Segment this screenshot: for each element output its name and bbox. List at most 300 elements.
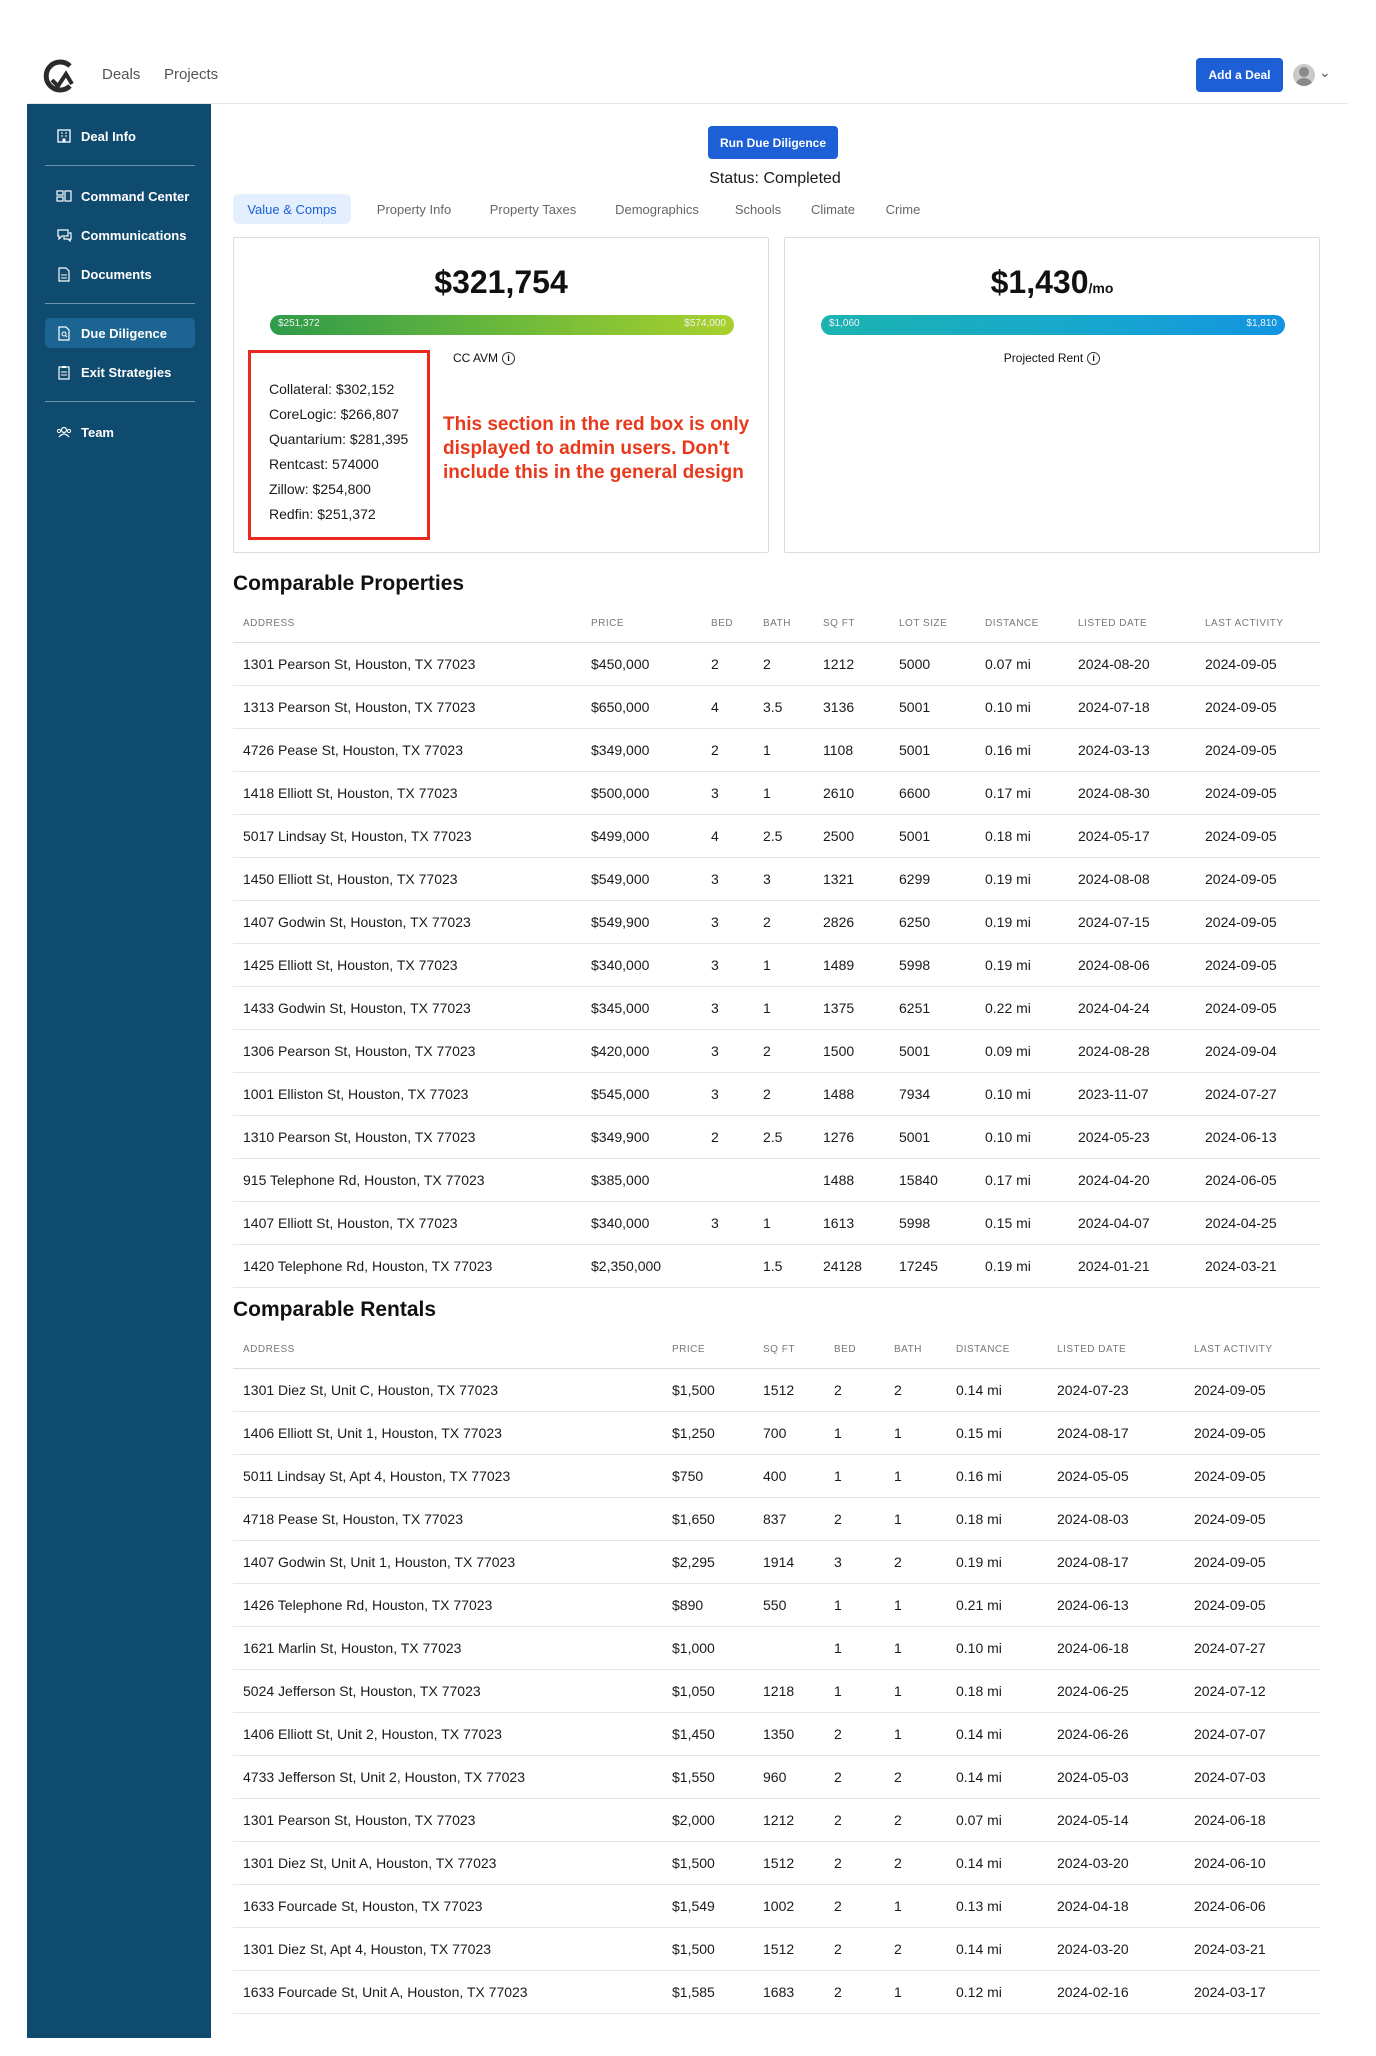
status-text: Status: Completed: [709, 170, 841, 187]
table-cell: 2024-03-21: [1194, 1941, 1266, 1957]
sidebar-item-command-center[interactable]: [45, 181, 195, 211]
table-cell: 1212: [823, 656, 855, 672]
table-cell: 2024-09-05: [1205, 828, 1277, 844]
table-cell: 3: [711, 1043, 719, 1059]
table-cell: 2024-08-03: [1057, 1511, 1129, 1527]
table-cell: 4733 Jefferson St, Unit 2, Houston, TX 77023: [243, 1769, 525, 1785]
sidebar-item-due-diligence[interactable]: [45, 318, 195, 348]
sidebar-divider: [45, 165, 195, 166]
table-cell: 5001: [899, 1129, 931, 1145]
table-cell: 0.07 mi: [956, 1812, 1002, 1828]
table-cell: 2024-09-05: [1205, 656, 1277, 672]
table-cell: 1218: [763, 1683, 795, 1699]
table-cell: 1406 Elliott St, Unit 1, Houston, TX 77023: [243, 1425, 502, 1441]
table-cell: 3: [711, 1215, 719, 1231]
info-icon[interactable]: i: [502, 352, 515, 365]
table-cell: 1407 Elliott St, Houston, TX 77023: [243, 1215, 458, 1231]
table-cell: 2.5: [763, 1129, 783, 1145]
table-cell: $420,000: [591, 1043, 650, 1059]
table-cell: $340,000: [591, 1215, 650, 1231]
table-cell: 2: [763, 914, 771, 930]
table-cell: 0.10 mi: [985, 699, 1031, 715]
nav-deals-link[interactable]: Deals: [102, 66, 141, 83]
admin-source-line: Rentcast: 574000: [269, 456, 379, 472]
column-header[interactable]: LOT SIZE: [899, 618, 948, 629]
table-cell: 0.19 mi: [956, 1554, 1002, 1570]
column-header[interactable]: PRICE: [591, 618, 625, 629]
table-cell: 24128: [823, 1258, 862, 1274]
table-row[interactable]: [233, 1713, 1320, 1756]
table-cell: $1,000: [672, 1640, 715, 1656]
comparable-properties-table: [233, 603, 1320, 1288]
team-icon: [55, 424, 73, 440]
table-cell: 0.14 mi: [956, 1941, 1002, 1957]
table-cell: 1512: [763, 1941, 795, 1957]
table-cell: 915 Telephone Rd, Houston, TX 77023: [243, 1172, 485, 1188]
avm-value: $321,754: [434, 264, 568, 300]
table-cell: 1: [834, 1640, 842, 1656]
table-cell: 2: [711, 742, 719, 758]
table-row[interactable]: [233, 1030, 1320, 1073]
table-cell: 2: [894, 1812, 902, 1828]
table-cell: 5024 Jefferson St, Houston, TX 77023: [243, 1683, 481, 1699]
table-header: [233, 603, 1320, 643]
sidebar-item-label: Deal Info: [81, 128, 136, 144]
table-cell: 1512: [763, 1855, 795, 1871]
table-cell: 3: [834, 1554, 842, 1570]
table-cell: 550: [763, 1597, 787, 1613]
table-cell: $545,000: [591, 1086, 650, 1102]
table-cell: 2024-09-05: [1205, 871, 1277, 887]
tab-value-comps[interactable]: Value & Comps: [233, 194, 351, 224]
table-cell: $349,900: [591, 1129, 650, 1145]
table-cell: 5017 Lindsay St, Houston, TX 77023: [243, 828, 472, 844]
column-header[interactable]: DISTANCE: [985, 618, 1039, 629]
table-cell: 2024-04-24: [1078, 1000, 1150, 1016]
column-header[interactable]: ADDRESS: [243, 618, 295, 629]
table-cell: 1: [894, 1511, 902, 1527]
avatar[interactable]: [1293, 64, 1315, 86]
comparable-properties-title: Comparable Properties: [233, 572, 465, 595]
table-cell: 2024-09-05: [1205, 957, 1277, 973]
sidebar-item-team[interactable]: [45, 417, 195, 447]
table-cell: 0.16 mi: [985, 742, 1031, 758]
table-cell: 2024-05-23: [1078, 1129, 1150, 1145]
table-cell: 1407 Godwin St, Unit 1, Houston, TX 77023: [243, 1554, 516, 1570]
table-cell: 3: [711, 871, 719, 887]
tab-property-info[interactable]: Property Info: [376, 201, 452, 217]
table-cell: 0.10 mi: [985, 1086, 1031, 1102]
tab-property-taxes[interactable]: Property Taxes: [489, 201, 577, 217]
table-row[interactable]: [233, 987, 1320, 1030]
sidebar-item-label: Documents: [81, 266, 152, 282]
table-cell: 1433 Godwin St, Houston, TX 77023: [243, 1000, 471, 1016]
table-cell: 1: [894, 1597, 902, 1613]
table-cell: 960: [763, 1769, 787, 1785]
table-cell: 1683: [763, 1984, 795, 2000]
tab-crime[interactable]: Crime: [885, 201, 921, 217]
table-cell: 2024-07-07: [1194, 1726, 1266, 1742]
table-cell: 400: [763, 1468, 787, 1484]
table-cell: 2024-07-15: [1078, 914, 1150, 930]
table-cell: $1,500: [672, 1382, 715, 1398]
table-cell: 0.19 mi: [985, 1258, 1031, 1274]
sidebar-item-label: Exit Strategies: [81, 364, 172, 380]
table-cell: 1321: [823, 871, 855, 887]
rent-unit: /mo: [1088, 280, 1114, 296]
sidebar-item-communications[interactable]: [45, 220, 195, 250]
table-row[interactable]: [233, 1159, 1320, 1202]
table-row[interactable]: [233, 815, 1320, 858]
table-cell: 1: [834, 1468, 842, 1484]
column-header[interactable]: LISTED DATE: [1057, 1344, 1127, 1355]
table-cell: 2024-09-05: [1194, 1554, 1266, 1570]
table-cell: 1301 Pearson St, Houston, TX 77023: [243, 656, 476, 672]
table-cell: 1: [894, 1726, 902, 1742]
table-row[interactable]: [233, 1756, 1320, 1799]
table-cell: 2: [834, 1511, 842, 1527]
sidebar: [27, 104, 211, 2038]
table-cell: 2: [894, 1855, 902, 1871]
table-cell: 2024-02-16: [1057, 1984, 1129, 2000]
table-cell: 3: [711, 1000, 719, 1016]
table-cell: 2826: [823, 914, 855, 930]
table-cell: 3: [711, 914, 719, 930]
table-cell: $890: [672, 1597, 704, 1613]
table-cell: 2024-06-13: [1057, 1597, 1129, 1613]
table-cell: 2024-05-03: [1057, 1769, 1129, 1785]
table-cell: 15840: [899, 1172, 938, 1188]
table-cell: 1914: [763, 1554, 795, 1570]
info-icon[interactable]: i: [1087, 352, 1100, 365]
column-header[interactable]: PRICE: [672, 1344, 706, 1355]
admin-annotation-note: This section in the red box is only displayed to admin users. Don't include this in the general design: [443, 414, 750, 483]
column-header[interactable]: ADDRESS: [243, 1344, 295, 1355]
table-row[interactable]: [233, 944, 1320, 987]
tab-schools[interactable]: Schools: [734, 201, 782, 217]
table-cell: $1,549: [672, 1898, 715, 1914]
table-row[interactable]: [233, 643, 1320, 686]
table-cell: 2024-04-25: [1205, 1215, 1277, 1231]
table-cell: 0.22 mi: [985, 1000, 1031, 1016]
table-cell: 0.10 mi: [956, 1640, 1002, 1656]
table-cell: 2024-09-05: [1194, 1511, 1266, 1527]
table-cell: 0.18 mi: [956, 1683, 1002, 1699]
sidebar-item-label: Command Center: [81, 188, 190, 204]
avm-label-text: CC AVM: [452, 351, 499, 365]
table-cell: 2024-09-05: [1205, 699, 1277, 715]
table-cell: 2610: [823, 785, 855, 801]
rent-range-min: $1,060: [829, 318, 860, 329]
table-row[interactable]: [233, 1369, 1320, 1412]
table-cell: 1: [763, 1000, 771, 1016]
table-cell: 1313 Pearson St, Houston, TX 77023: [243, 699, 476, 715]
admin-source-line: Redfin: $251,372: [269, 506, 376, 522]
table-cell: 2024-09-05: [1205, 785, 1277, 801]
table-row[interactable]: [233, 1116, 1320, 1159]
table-cell: 2024-09-05: [1194, 1425, 1266, 1441]
table-cell: 2024-07-03: [1194, 1769, 1266, 1785]
table-cell: 1613: [823, 1215, 855, 1231]
sidebar-item-documents[interactable]: [45, 259, 195, 289]
table-cell: 0.19 mi: [985, 871, 1031, 887]
column-header[interactable]: SQ FT: [763, 1344, 795, 1355]
table-cell: 2024-03-17: [1194, 1984, 1266, 2000]
table-cell: 1301 Pearson St, Houston, TX 77023: [243, 1812, 476, 1828]
rent-range-bar: [821, 315, 1285, 335]
table-cell: 2: [834, 1855, 842, 1871]
table-cell: 1002: [763, 1898, 795, 1914]
table-cell: 6250: [899, 914, 931, 930]
table-cell: $1,650: [672, 1511, 715, 1527]
column-header[interactable]: LISTED DATE: [1078, 618, 1148, 629]
table-cell: 0.10 mi: [985, 1129, 1031, 1145]
table-row[interactable]: [233, 1842, 1320, 1885]
sidebar-divider: [45, 303, 195, 304]
table-cell: 1: [763, 1215, 771, 1231]
table-cell: 2024-03-21: [1205, 1258, 1277, 1274]
table-cell: 2: [894, 1382, 902, 1398]
table-cell: 0.19 mi: [985, 957, 1031, 973]
table-cell: $1,500: [672, 1941, 715, 1957]
table-cell: 1: [763, 957, 771, 973]
table-cell: $549,000: [591, 871, 650, 887]
table-cell: 2023-11-07: [1078, 1086, 1149, 1102]
table-cell: 4: [711, 699, 719, 715]
table-row[interactable]: [233, 1245, 1320, 1288]
table-row[interactable]: [233, 729, 1320, 772]
table-row[interactable]: [233, 901, 1320, 944]
table-cell: 1.5: [763, 1258, 783, 1274]
table-cell: 3136: [823, 699, 855, 715]
table-cell: 4: [711, 828, 719, 844]
table-row[interactable]: [233, 1885, 1320, 1928]
table-cell: 6600: [899, 785, 931, 801]
tab-climate[interactable]: Climate: [810, 201, 856, 217]
table-cell: $1,250: [672, 1425, 715, 1441]
table-cell: 0.15 mi: [985, 1215, 1031, 1231]
table-cell: 2024-08-08: [1078, 871, 1150, 887]
table-row[interactable]: [233, 1455, 1320, 1498]
table-cell: $750: [672, 1468, 704, 1484]
top-navigation: [0, 0, 1376, 104]
rent-label: [785, 351, 1319, 365]
add-deal-button[interactable]: Add a Deal: [1196, 58, 1283, 92]
table-cell: 2024-09-04: [1205, 1043, 1277, 1059]
rent-range-max: $1,810: [1246, 318, 1277, 329]
table-cell: 0.17 mi: [985, 785, 1031, 801]
table-cell: 2024-08-06: [1078, 957, 1150, 973]
table-cell: 0.14 mi: [956, 1769, 1002, 1785]
table-cell: $499,000: [591, 828, 650, 844]
table-row[interactable]: [233, 1412, 1320, 1455]
sidebar-item-exit-strategies[interactable]: [45, 357, 195, 387]
table-cell: 2024-07-12: [1194, 1683, 1266, 1699]
table-cell: 2024-05-05: [1057, 1468, 1129, 1484]
table-cell: 2024-06-26: [1057, 1726, 1129, 1742]
sidebar-item-label: Due Diligence: [81, 325, 167, 341]
table-row[interactable]: [233, 772, 1320, 815]
table-cell: 0.14 mi: [956, 1382, 1002, 1398]
table-cell: 2024-08-17: [1057, 1425, 1129, 1441]
admin-sources-box: [248, 350, 430, 540]
table-cell: 1350: [763, 1726, 795, 1742]
table-cell: 1306 Pearson St, Houston, TX 77023: [243, 1043, 476, 1059]
table-cell: 1418 Elliott St, Houston, TX 77023: [243, 785, 458, 801]
table-cell: 1001 Elliston St, Houston, TX 77023: [243, 1086, 469, 1102]
table-cell: 1450 Elliott St, Houston, TX 77023: [243, 871, 458, 887]
table-cell: 0.21 mi: [956, 1597, 1002, 1613]
tab-demographics[interactable]: Demographics: [615, 201, 699, 217]
table-cell: $1,050: [672, 1683, 715, 1699]
column-header[interactable]: BATH: [763, 618, 791, 629]
run-due-diligence-button[interactable]: Run Due Diligence: [708, 126, 838, 159]
table-cell: 1488: [823, 1086, 855, 1102]
table-cell: $1,550: [672, 1769, 715, 1785]
table-row[interactable]: [233, 1971, 1320, 2014]
valuation-card: [233, 237, 769, 553]
table-cell: 2: [834, 1941, 842, 1957]
table-cell: 2024-09-05: [1205, 914, 1277, 930]
table-cell: $2,000: [672, 1812, 715, 1828]
table-cell: 3: [711, 957, 719, 973]
table-cell: $500,000: [591, 785, 650, 801]
table-cell: 5001: [899, 828, 931, 844]
table-row[interactable]: [233, 1670, 1320, 1713]
column-header[interactable]: BED: [834, 1344, 857, 1355]
table-cell: 2024-07-27: [1194, 1640, 1266, 1656]
table-row[interactable]: [233, 1799, 1320, 1842]
table-cell: 3: [711, 785, 719, 801]
sidebar-item-deal-info[interactable]: [45, 121, 195, 151]
document-icon: [55, 266, 73, 282]
table-cell: 2024-08-20: [1078, 656, 1150, 672]
table-cell: 1: [894, 1640, 902, 1656]
table-row[interactable]: [233, 1541, 1320, 1584]
table-cell: 6251: [899, 1000, 931, 1016]
table-cell: 1500: [823, 1043, 855, 1059]
table-cell: 1621 Marlin St, Houston, TX 77023: [243, 1640, 462, 1656]
table-row[interactable]: [233, 1928, 1320, 1971]
command-center-icon: [55, 188, 73, 204]
rent-value: [785, 264, 1319, 301]
table-cell: 2024-08-17: [1057, 1554, 1129, 1570]
table-cell: 0.19 mi: [985, 914, 1031, 930]
table-cell: $385,000: [591, 1172, 650, 1188]
table-cell: 1276: [823, 1129, 855, 1145]
column-header[interactable]: BED: [711, 618, 734, 629]
table-cell: 2024-09-05: [1205, 1000, 1277, 1016]
table-cell: 1375: [823, 1000, 855, 1016]
due-diligence-icon: [55, 325, 73, 341]
table-cell: 0.18 mi: [956, 1511, 1002, 1527]
table-cell: 4718 Pease St, Houston, TX 77023: [243, 1511, 464, 1527]
table-cell: 2: [834, 1382, 842, 1398]
table-cell: 5001: [899, 1043, 931, 1059]
rent-value-text: $1,430: [990, 264, 1089, 300]
table-cell: 0.13 mi: [956, 1898, 1002, 1914]
table-cell: $345,000: [591, 1000, 650, 1016]
table-cell: 2024-05-14: [1057, 1812, 1129, 1828]
table-cell: 2024-06-13: [1205, 1129, 1277, 1145]
table-cell: 1426 Telephone Rd, Houston, TX 77023: [243, 1597, 493, 1613]
table-cell: 5998: [899, 1215, 931, 1231]
building-icon: [55, 128, 73, 144]
table-cell: 2024-06-05: [1205, 1172, 1277, 1188]
table-cell: $2,295: [672, 1554, 715, 1570]
table-cell: 5998: [899, 957, 931, 973]
table-cell: 7934: [899, 1086, 931, 1102]
table-cell: 0.14 mi: [956, 1726, 1002, 1742]
table-row[interactable]: [233, 1498, 1320, 1541]
table-cell: 1: [763, 742, 771, 758]
table-row[interactable]: [233, 858, 1320, 901]
rent-card: [784, 237, 1320, 553]
table-cell: 1301 Diez St, Apt 4, Houston, TX 77023: [243, 1941, 492, 1957]
table-cell: 2024-07-23: [1057, 1382, 1129, 1398]
table-row[interactable]: [233, 686, 1320, 729]
table-cell: 1: [894, 1468, 902, 1484]
table-cell: 2024-09-05: [1194, 1468, 1266, 1484]
column-header[interactable]: BATH: [894, 1344, 922, 1355]
table-row[interactable]: [233, 1202, 1320, 1245]
nav-projects-link[interactable]: Projects: [164, 66, 219, 83]
table-cell: 2024-07-27: [1205, 1086, 1277, 1102]
nav-divider: [28, 103, 1348, 104]
chat-icon: [55, 227, 73, 243]
table-cell: 1406 Elliott St, Unit 2, Houston, TX 77023: [243, 1726, 502, 1742]
table-cell: 0.16 mi: [956, 1468, 1002, 1484]
table-cell: 2: [834, 1898, 842, 1914]
table-cell: 5011 Lindsay St, Apt 4, Houston, TX 77023: [243, 1468, 511, 1484]
table-cell: 2: [834, 1812, 842, 1828]
table-cell: 2: [834, 1984, 842, 2000]
table-cell: 1488: [823, 1172, 855, 1188]
table-cell: 2.5: [763, 828, 783, 844]
table-cell: 1: [834, 1597, 842, 1613]
table-cell: 2500: [823, 828, 855, 844]
logo-icon[interactable]: [40, 58, 76, 94]
column-header[interactable]: SQ FT: [823, 618, 855, 629]
table-cell: 2024-08-30: [1078, 785, 1150, 801]
sidebar-item-label: Communications: [81, 227, 187, 243]
table-row[interactable]: [233, 1627, 1320, 1670]
column-header[interactable]: LAST ACTIVITY: [1194, 1344, 1273, 1355]
table-cell: 2: [763, 656, 771, 672]
table-cell: 1310 Pearson St, Houston, TX 77023: [243, 1129, 476, 1145]
table-row[interactable]: [233, 1073, 1320, 1116]
chevron-down-icon[interactable]: ⌄: [1319, 64, 1331, 80]
table-cell: $450,000: [591, 656, 650, 672]
table-cell: 2024-03-20: [1057, 1941, 1129, 1957]
table-cell: 2024-06-18: [1194, 1812, 1266, 1828]
table-row[interactable]: [233, 1584, 1320, 1627]
table-cell: 3: [711, 1086, 719, 1102]
table-cell: 0.09 mi: [985, 1043, 1031, 1059]
table-cell: 1212: [763, 1812, 795, 1828]
table-cell: $650,000: [591, 699, 650, 715]
table-cell: 2024-06-25: [1057, 1683, 1129, 1699]
table-cell: 2: [894, 1769, 902, 1785]
column-header[interactable]: LAST ACTIVITY: [1205, 618, 1284, 629]
column-header[interactable]: DISTANCE: [956, 1344, 1010, 1355]
table-cell: 2024-09-05: [1194, 1597, 1266, 1613]
table-cell: 2024-03-20: [1057, 1855, 1129, 1871]
table-cell: 700: [763, 1425, 787, 1441]
table-header: [233, 1329, 1320, 1369]
table-cell: 2: [763, 1086, 771, 1102]
comparable-rentals-title: Comparable Rentals: [233, 1298, 437, 1321]
